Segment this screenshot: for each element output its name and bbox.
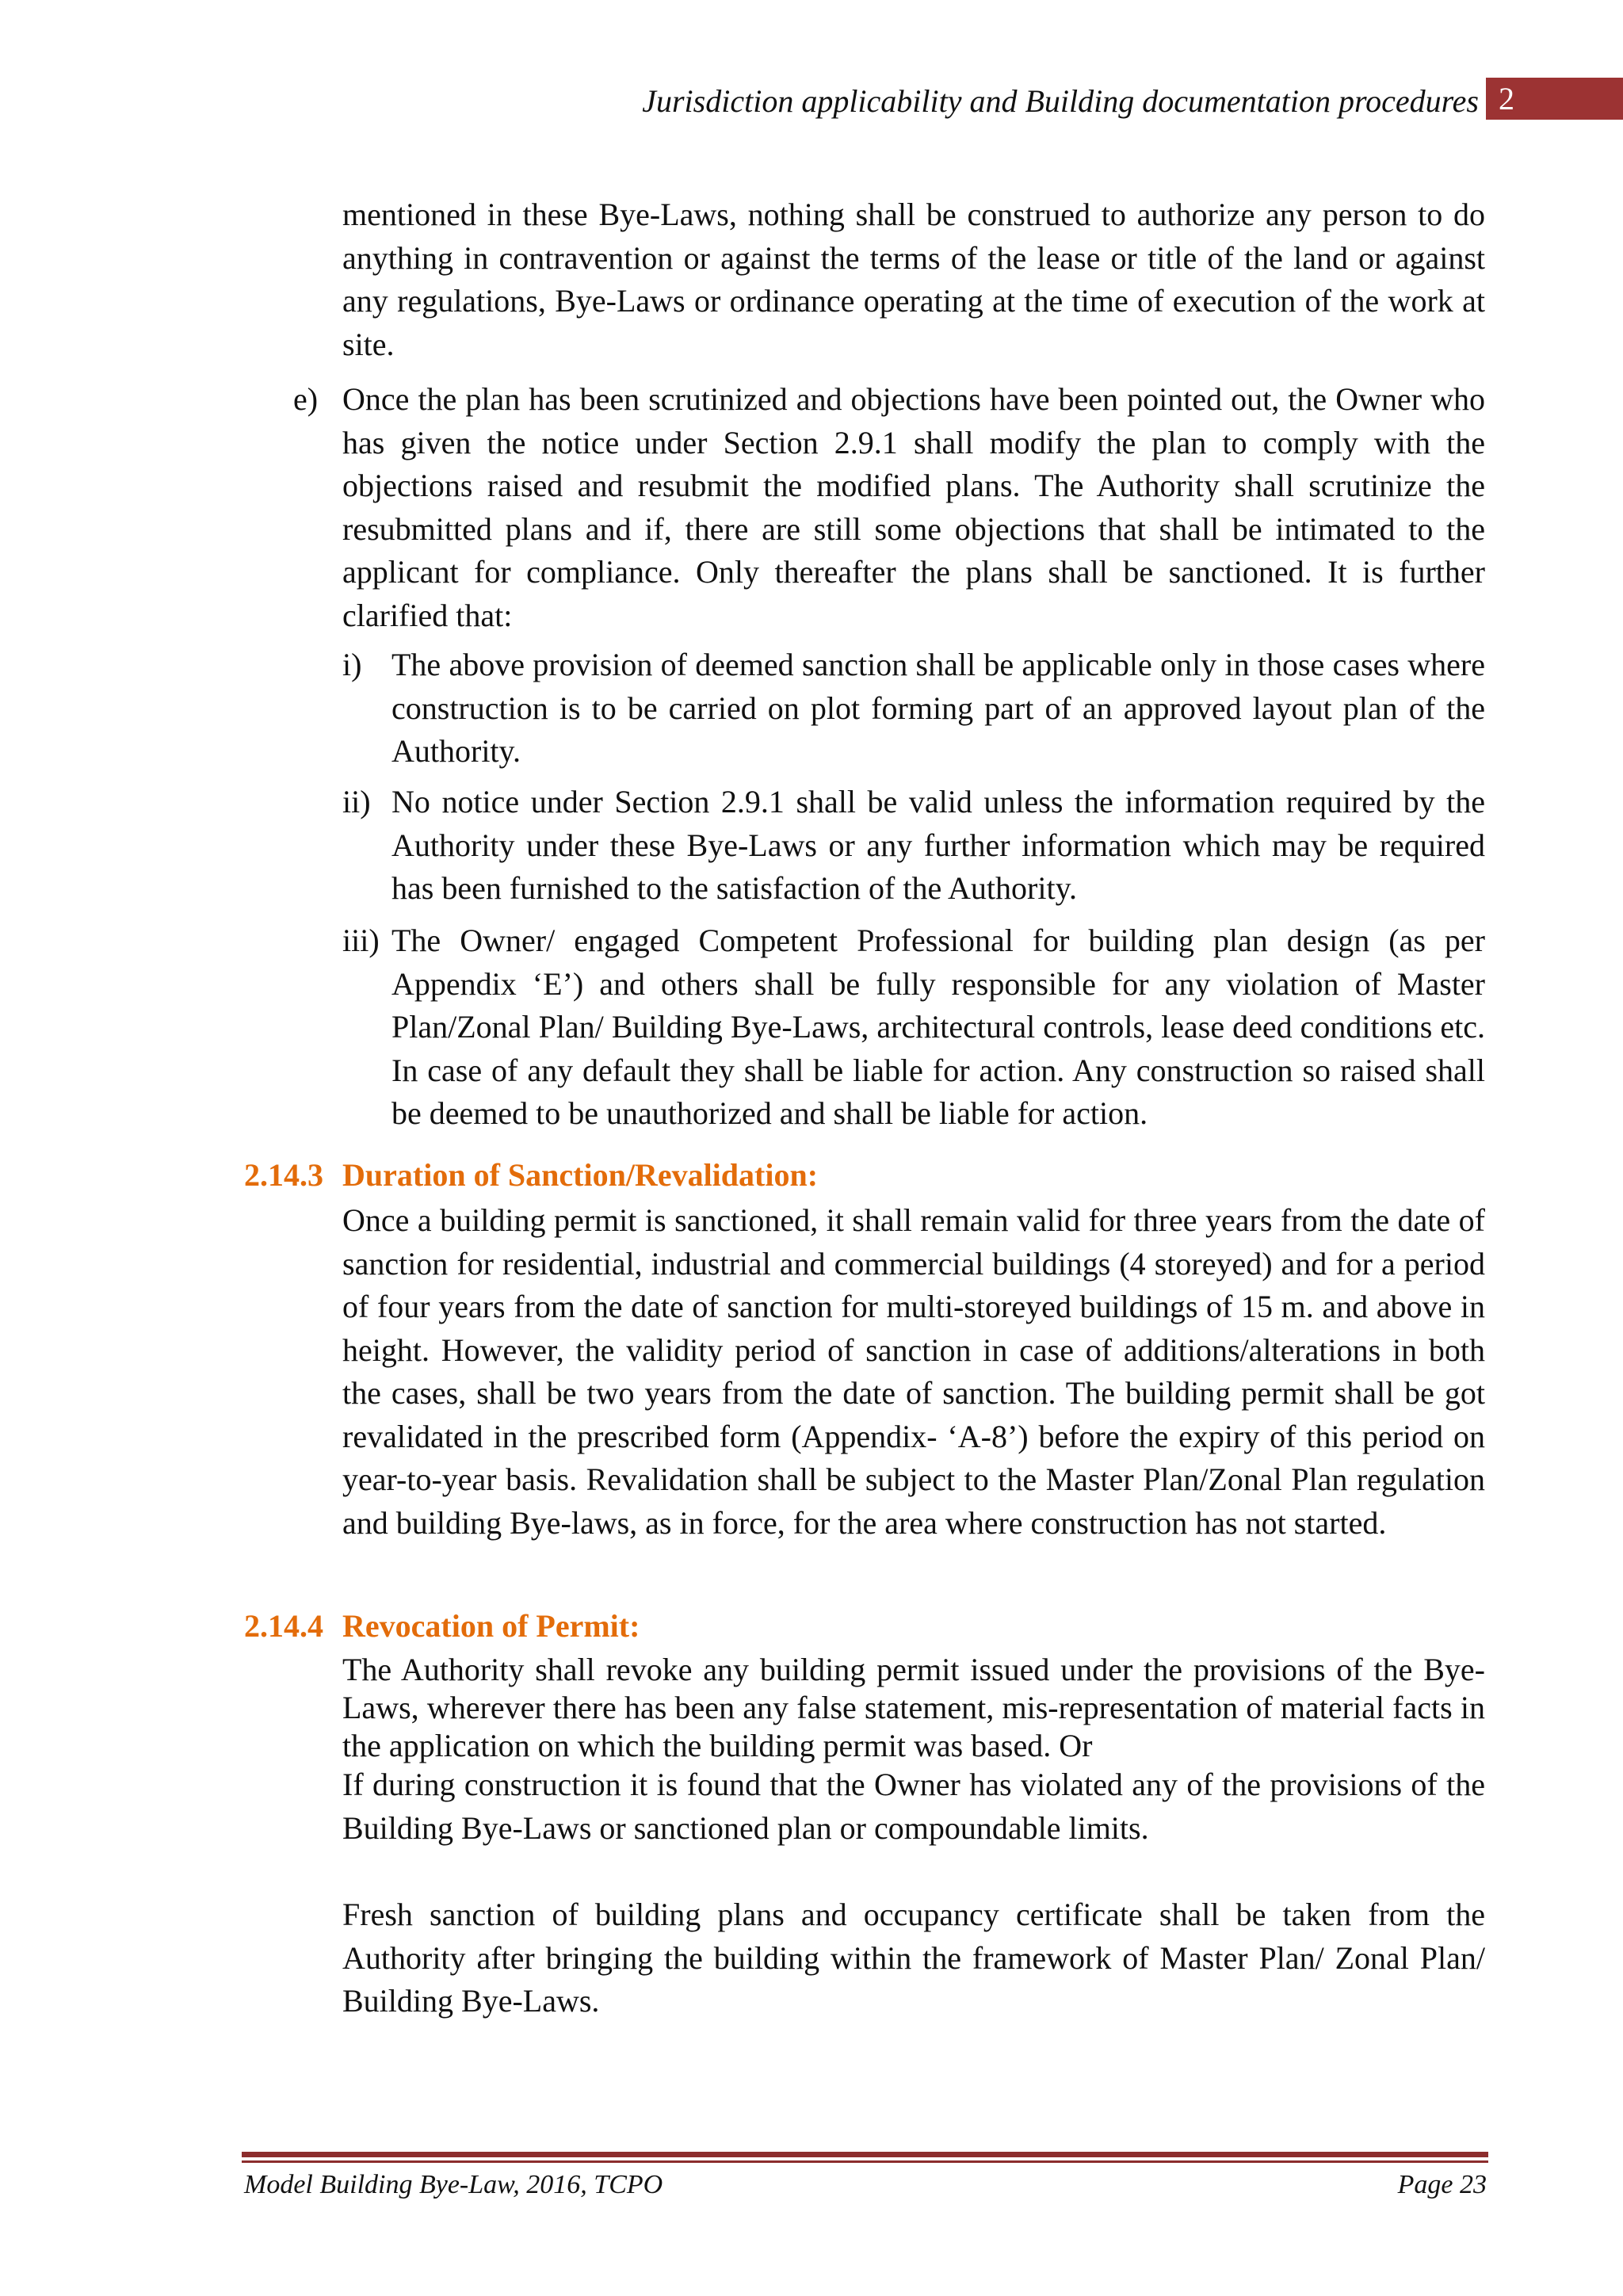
subitem-iii-marker: iii) [342,923,380,958]
section-2143-number: 2.14.3 [244,1157,323,1193]
subitem-i-paragraph: The above provision of deemed sanction shall be applicable only in those cases where construction is to be carried on plot forming part of an approved layout plan of the Authority. [391,647,1485,769]
footer-rule-thick [242,2152,1488,2157]
section-2143-paragraph: Once a building permit is sanctioned, it shall remain valid for three years from the date of sanction for residential, industrial and commercial buildings (4 storeyed) and for a period of four years from the date of sanction for multi-storeyed buildings of 15 m. and above in height. However, the validity period of sanction in case of additions/alterations in both the cases, shall be two years from the date of sanction. The building permit shall be got revalidated in the prescribed form (Appendix- ‘A-8’) before the expiry of this period on year-to-year basis. Revalidation shall be subject to the Master Plan/Zonal Plan regulation and building Bye-laws, as in force, for the area where construction has not started. [342,1202,1485,1541]
section-2144-paragraph-3: Fresh sanction of building plans and occupancy certificate shall be taken from the Authority after bringing the building within the framework of Master Plan/ Zonal Plan/ Building Bye-Laws. [342,1897,1485,2019]
subitem-ii-marker: ii) [342,784,371,819]
section-2144-number: 2.14.4 [244,1608,323,1644]
subitem-ii-paragraph: No notice under Section 2.9.1 shall be valid unless the information required by the Authority under these Bye-Laws or any further information which may be required has been furnished to the satisfaction of the Authority. [391,784,1485,906]
section-2144-heading: Revocation of Permit: [342,1608,640,1644]
section-2143-heading: Duration of Sanction/Revalidation: [342,1157,819,1193]
continuation-paragraph: mentioned in these Bye-Laws, nothing shall be construed to authorize any person to do anything in contravention or against the terms of the lease or title of the land or against any regulations, Bye-Laws or ordinance operating at the time of execution of the work at site. [342,197,1485,362]
item-e-marker: e) [293,381,319,417]
section-2144-paragraph-1: The Authority shall revoke any building permit issued under the provisions of the Bye-Laws, wherever there has been any false statement, mis-representation of material facts in the application on which the building permit was based. Or [342,1652,1485,1763]
chapter-number-tab: 2 [1486,78,1623,120]
subitem-i-marker: i) [342,647,362,682]
subitem-iii-paragraph: The Owner/ engaged Competent Professional for building plan design (as per Appendix ‘E’) and others shall be fully responsible for any violation of Master Plan/Zonal Plan/ Building Bye-Laws, architectural controls, lease deed conditions etc. In case of any default they shall be liable for action. Any construction so raised shall be deemed to be unauthorized and shall be liable for action. [391,923,1485,1131]
footer-rule-thin [242,2160,1488,2163]
footer-document-title: Model Building Bye-Law, 2016, TCPO [244,2170,663,2199]
footer-page-number: Page 23 [1397,2170,1487,2199]
section-2144-paragraph-2: If during construction it is found that the Owner has violated any of the provisions of the Building Bye-Laws or sanctioned plan or compoundable limits. [342,1767,1485,1846]
item-e-paragraph: Once the plan has been scrutinized and objections have been pointed out, the Owner who has given the notice under Section 2.9.1 shall modify the plan to comply with the objections raised and resubmit the modified plans. The Authority shall scrutinize the resubmitted plans and if, there are still some objections that shall be intimated to the applicant for compliance. Only thereafter the plans shall be sanctioned. It is further clarified that: [342,381,1485,633]
running-header-title: Jurisdiction applicability and Building documentation procedures [642,83,1479,119]
